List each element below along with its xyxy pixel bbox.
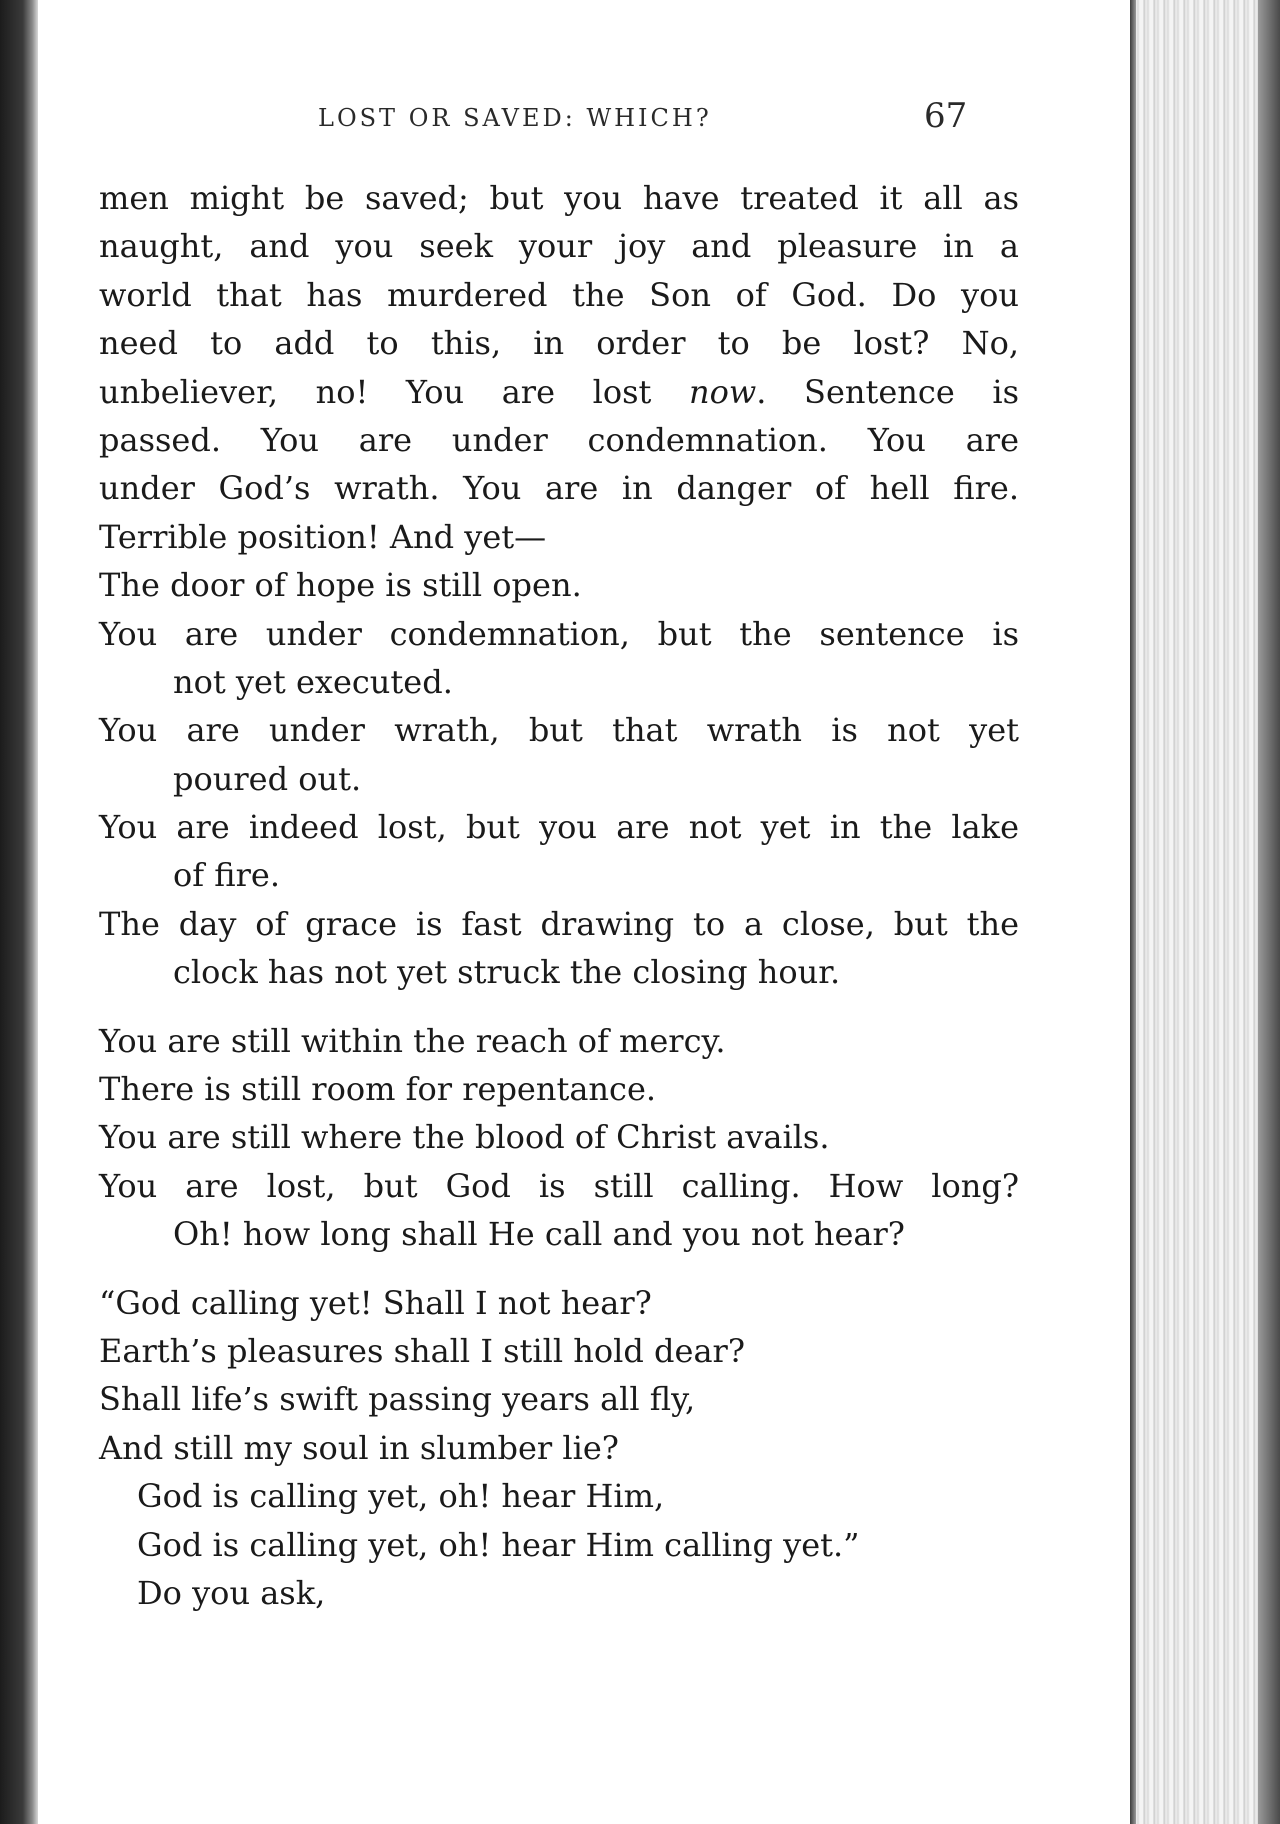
text-line: naught, and you seek your joy and pleasure in a [99, 227, 1019, 266]
text-line: men might be saved; but you have treated it all as [99, 179, 1019, 217]
hope-line-continued: not yet executed. [173, 662, 453, 701]
mercy-list [99, 1017, 1019, 1259]
hope-line: You are under wrath, but that wrath is not yet [99, 711, 1019, 750]
running-head: LOST OR SAVED: WHICH? [318, 104, 712, 132]
paragraph-gap [99, 997, 1019, 1017]
hymn-line: “God calling yet! Shall I not hear? [99, 1283, 652, 1322]
opening-paragraph [99, 174, 1019, 561]
hymn-refrain-line: God is calling yet, oh! hear Him, [137, 1477, 665, 1516]
text-line: Terrible position! And yet— [99, 517, 547, 556]
text-line: passed. You are under condemnation. You are [99, 420, 1019, 459]
text-line: unbeliever, no! You are lost now. Sentence is [99, 372, 1020, 411]
hope-list [99, 561, 1019, 997]
page-number: 67 [924, 96, 968, 136]
text-line: under God’s wrath. You are in danger of hell fire. [99, 469, 1019, 508]
hymn-refrain-line: God is calling yet, oh! hear Him calling yet.” [137, 1525, 860, 1564]
hope-line-continued: poured out. [173, 759, 362, 798]
paragraph-gap [99, 1259, 1019, 1279]
closing-line: Do you ask, [137, 1573, 326, 1612]
mercy-line: You are lost, but God is still calling. How long? [99, 1166, 1019, 1205]
hope-line: The day of grace is fast drawing to a close, but the [99, 904, 1019, 943]
page-edges [1130, 0, 1280, 1824]
hope-line: You are indeed lost, but you are not yet in the lake [99, 808, 1019, 847]
emphasis: now [689, 372, 757, 411]
mercy-line: You are still within the reach of mercy. [99, 1021, 726, 1060]
book-spine-shadow [0, 0, 38, 1824]
hymn-line: Shall life’s swift passing years all fly, [99, 1380, 696, 1419]
hope-line-continued: clock has not yet struck the closing hour. [173, 953, 841, 992]
mercy-line-continued: Oh! how long shall He call and you not hear? [173, 1215, 905, 1254]
hope-line-continued: of fire. [173, 856, 281, 895]
hope-line: The door of hope is still open. [99, 566, 582, 605]
hymn-line: And still my soul in slumber lie? [99, 1428, 619, 1467]
text-line: world that has murdered the Son of God. Do you [99, 275, 1019, 314]
hymn-quote [99, 1279, 1019, 1618]
text-line: need to add to this, in order to be lost? No, [99, 324, 1019, 363]
mercy-line: You are still where the blood of Christ avails. [99, 1118, 830, 1157]
hymn-line: Earth’s pleasures shall I still hold dear? [99, 1331, 745, 1370]
mercy-line: There is still room for repentance. [99, 1070, 657, 1109]
page-body [99, 174, 1019, 1617]
hope-line: You are under condemnation, but the sentence is [99, 614, 1019, 653]
book-page [38, 0, 1130, 1824]
